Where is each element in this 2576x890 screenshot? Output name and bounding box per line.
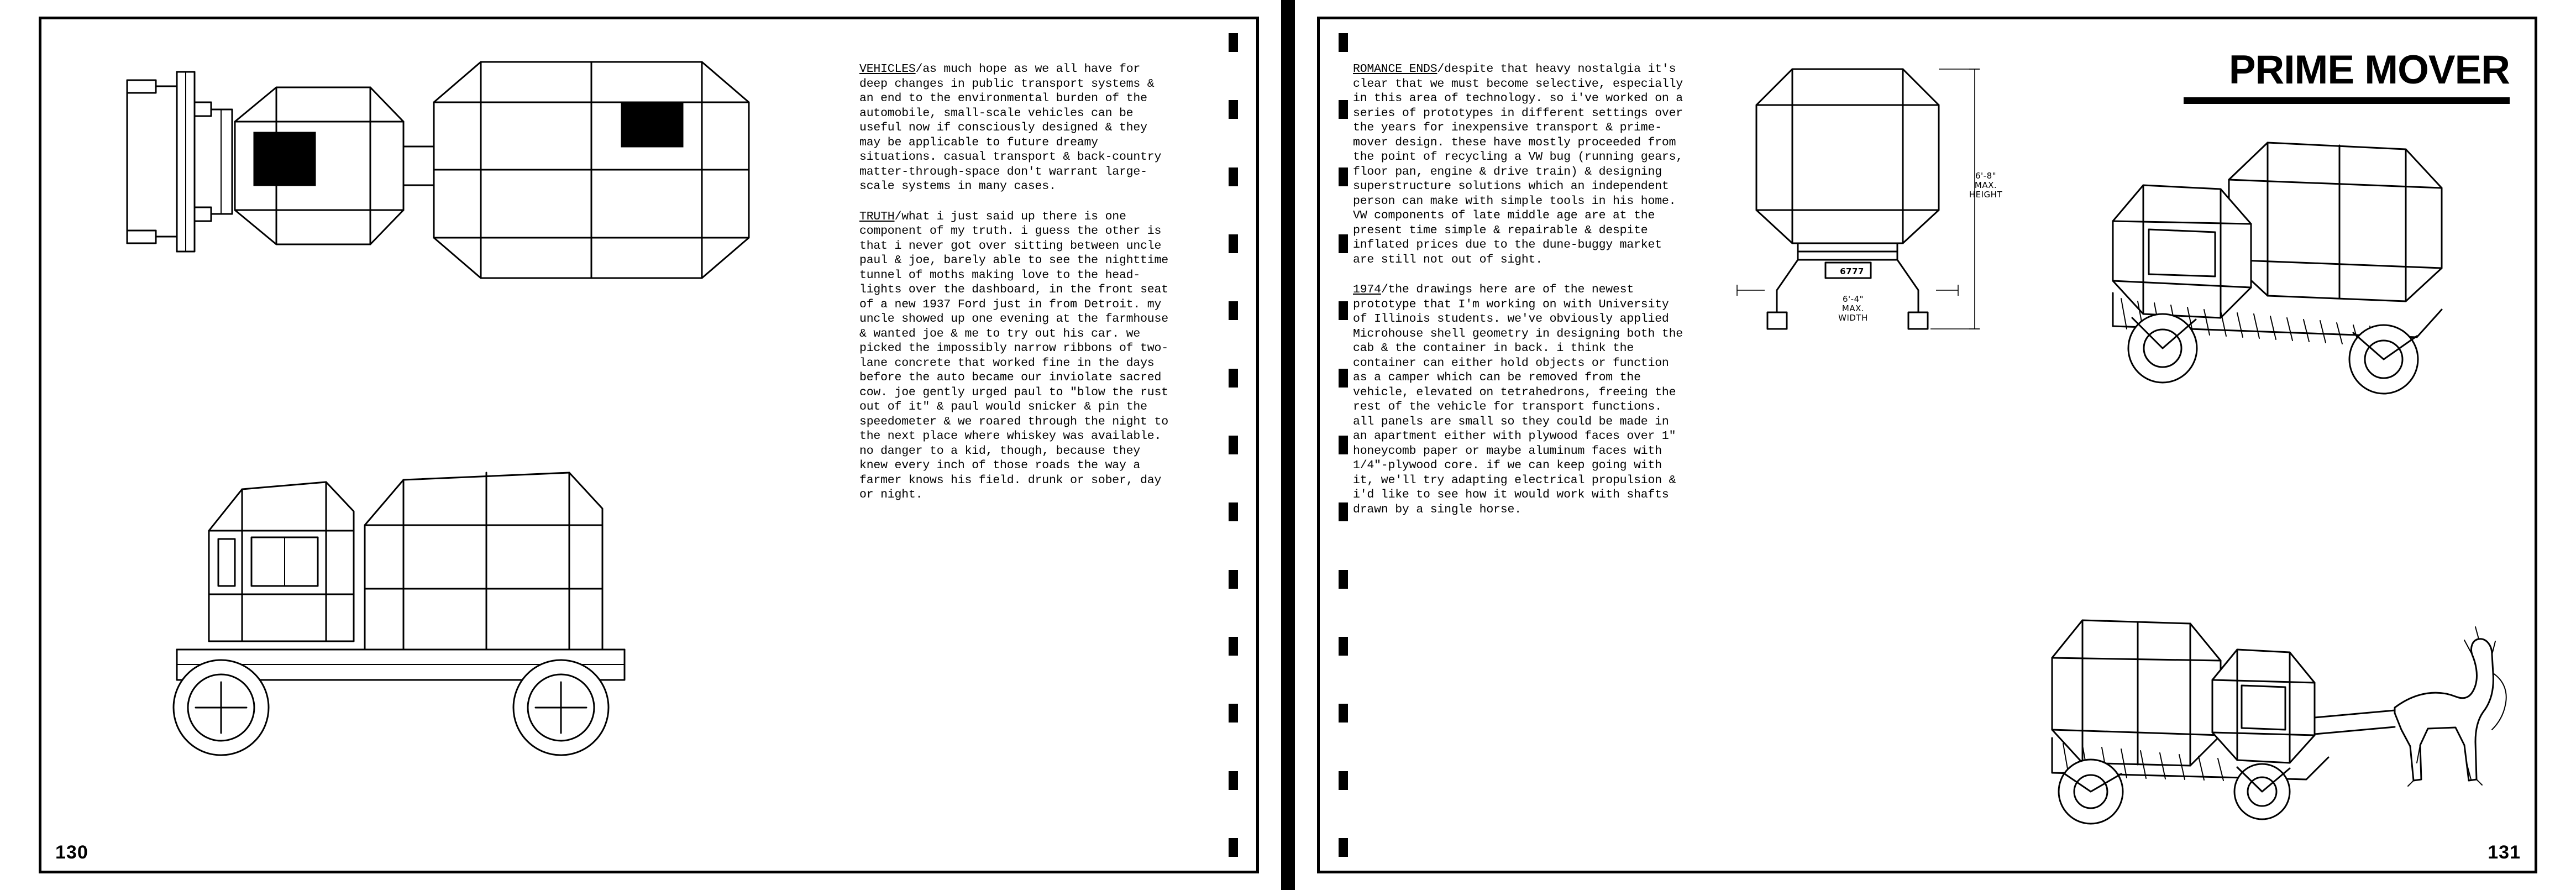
title-underline-rule — [2184, 97, 2510, 104]
binding-dash — [1339, 167, 1348, 186]
max-height-callout: 6'-8" MAX. HEIGHT — [1969, 171, 2003, 200]
spread-gutter — [1281, 0, 1295, 890]
page-title: PRIME MOVER — [2228, 48, 2510, 92]
left-text-column — [859, 62, 1174, 502]
top-view-vehicle-drawing — [94, 50, 812, 392]
right-text-column — [1353, 62, 1685, 517]
paragraph-lead: TRUTH — [859, 210, 895, 223]
binding-dash — [1339, 637, 1348, 656]
binding-dash — [1339, 369, 1348, 388]
horse-drawn-variant-drawing — [2030, 597, 2516, 840]
binding-dash — [1229, 570, 1238, 589]
paragraph-lead: ROMANCE ENDS — [1353, 62, 1437, 76]
binding-dash — [1339, 838, 1348, 857]
binding-dash — [1229, 637, 1238, 656]
right-page — [1295, 0, 2576, 890]
paragraph-body: /the drawings here are of the newest prototype that I'm working on with University of Illinois students. we've obviously applied Microhouse shell geometry in designing both the cab & the container in back. i think the container can either hold objects or function as a camper which can be removed from the vehicle, elevated on tetrahedrons, freeing the rest of the vehicle for transport functions. all panels are small so they could be made in an apartment either with plywood faces over 1" honeycomb paper or maybe aluminum faces with 1/4"-plywood core. if we can keep going with it, we'll try adapting electrical propulsion & i'd like to see how it would work with shafts drawn by a single horse. — [1353, 283, 1683, 516]
paragraph-body: /despite that heavy nostalgia it's clear that we must become selective, especially in this area of technology. so i've worked on a series of prototypes in different settings over the years for inexpensive transport & prime-mover design. these have mostly proceeded from the point of recycling a VW bug (running gears, floor pan, engine & drive train) & designing superstructure solutions which an independent person can make with simple tools in his home. VW components of late middle age are at the present time simple & repairable & despite inflated prices due to the dune-buggy market are still not out of sight. — [1353, 62, 1683, 266]
page-number-left: 130 — [55, 842, 88, 863]
binding-dash — [1339, 33, 1348, 52]
binding-dash — [1339, 301, 1348, 320]
paragraph-truth — [859, 210, 1174, 502]
binding-dash — [1229, 33, 1238, 52]
binding-dash — [1229, 234, 1238, 253]
paragraph-1974 — [1353, 282, 1685, 517]
binding-dash — [1229, 301, 1238, 320]
binding-dash — [1339, 100, 1348, 119]
max-width-callout: 6'-4" MAX. WIDTH — [1838, 294, 1868, 323]
license-plate-number: 6777 — [1840, 266, 1864, 276]
binding-dash — [1229, 167, 1238, 186]
paragraph-lead: 1974 — [1353, 283, 1381, 296]
binding-dash — [1339, 234, 1348, 253]
binding-dash — [1229, 369, 1238, 388]
paragraph-vehicles — [859, 62, 1174, 194]
binding-marks-left — [1224, 33, 1242, 857]
binding-dash — [1339, 570, 1348, 589]
paragraph-body: /what i just said up there is one component of my truth. i guess the other is that i never got over sitting between uncle paul & joe, barely able to see the nighttime tunnel of moths making love to the head-lights over the dashboard, in the front seat of a new 1937 Ford just in from Detroit. my uncle showed up one evening at the farmhouse & wanted joe & me to try out his car. we picked the impossibly narrow ribbons of two-lane concrete that worked fine in the days before the auto became our inviolate sacred cow. joe gently urged paul to "blow the rust out of it" & paul would snicker & pin the speedometer & we roared through the night to the next place where whiskey was available. no danger to a kid, though, because they knew every inch of those roads the way a farmer knows his field. drunk or sober, day or night. — [859, 210, 1168, 501]
side-view-vehicle-drawing — [94, 459, 812, 802]
left-page — [0, 0, 1281, 890]
binding-dash — [1229, 436, 1238, 454]
binding-dash — [1229, 838, 1238, 857]
binding-dash — [1229, 502, 1238, 521]
binding-dash — [1339, 502, 1348, 521]
paragraph-romance-ends — [1353, 62, 1685, 267]
binding-dash — [1229, 100, 1238, 119]
binding-dash — [1339, 771, 1348, 790]
paragraph-body: /as much hope as we all have for deep changes in public transport systems & an end to the environmental burden of the automobile, small-scale vehicles can be useful now if consciously designed & they may be applicable to future dreamy situations. casual transport & back-country matter-through-space don't warrant large-scale systems in many cases. — [859, 62, 1162, 193]
page-number-right: 131 — [2488, 842, 2521, 863]
binding-marks-right — [1334, 33, 1352, 857]
three-quarter-perspective-drawing — [2030, 127, 2516, 415]
binding-dash — [1229, 771, 1238, 790]
binding-dash — [1229, 704, 1238, 723]
binding-dash — [1339, 704, 1348, 723]
binding-dash — [1339, 436, 1348, 454]
paragraph-lead: VEHICLES — [859, 62, 916, 76]
